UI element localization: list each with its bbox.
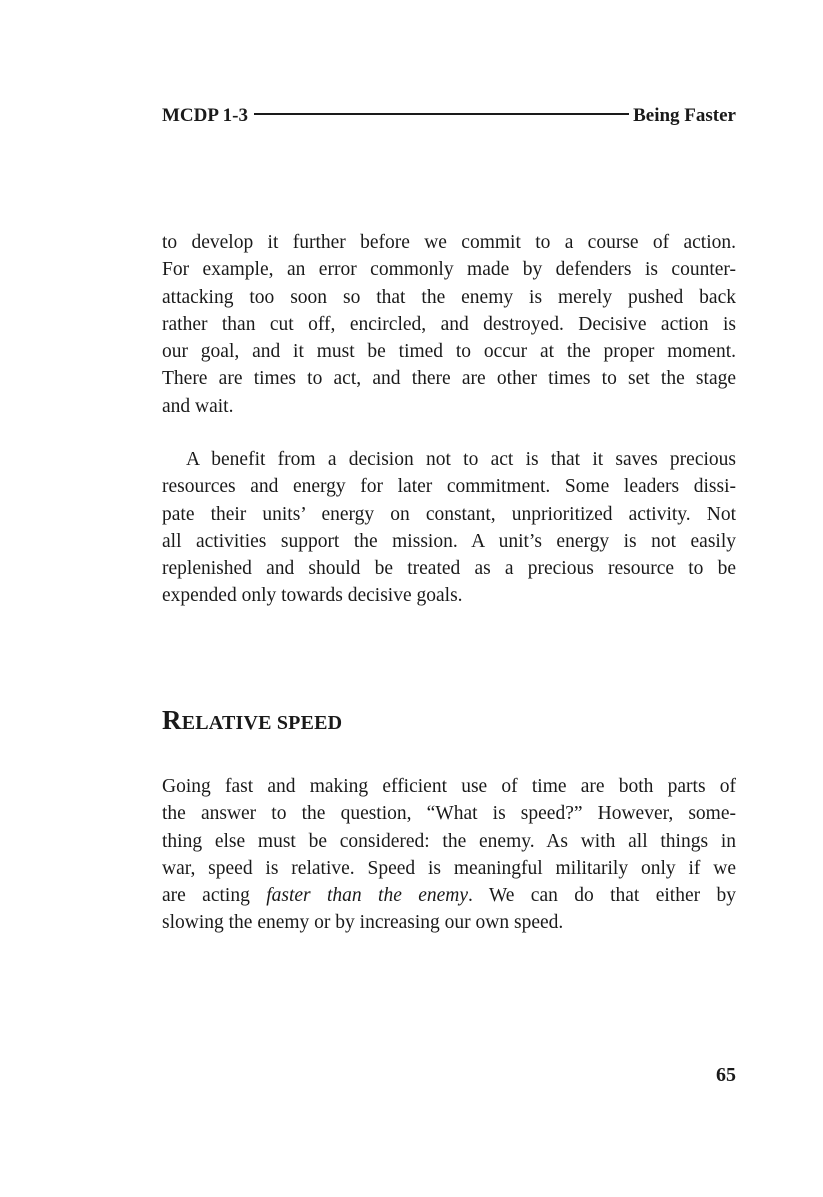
text-line: and wait. [162,395,234,417]
section-heading [162,705,342,736]
text-line: slowing the enemy or by increasing our own speed. [162,912,564,934]
heading-initial: R [162,705,182,735]
text-line: war, speed is relative. Speed is meaningful militarily only if we [162,857,736,879]
heading-rest: ELATIVE SPEED [181,712,343,734]
text-line-with-emphasis [162,882,736,909]
paragraph-relative-speed [162,773,736,937]
paragraph-benefit [162,446,736,610]
text-line: attacking too soon so that the enemy is merely pushed back [162,286,736,308]
text-line: For example, an error commonly made by defenders is counter- [162,259,736,281]
text-line: Going fast and making efficient use of time are both parts of [162,776,736,797]
text-line: our goal, and it must be timed to occur at the proper moment. [162,341,736,363]
text-line: rather than cut off, encircled, and destroyed. Decisive action is [162,313,736,335]
running-header [162,104,736,128]
text-line: A benefit from a decision not to act is that it saves precious [186,449,736,470]
text-run: are acting [162,885,267,907]
header-chapter-title: Being Faster [633,105,736,126]
emphasis-text: faster than the enemy [266,885,469,907]
paragraph-continued [162,229,736,420]
text-line: to develop it further before we commit to a course of action. [162,232,736,253]
text-line: the answer to the question, “What is speed?” However, some- [162,803,736,825]
text-line: There are times to act, and there are other times to set the stage [162,368,736,390]
text-line: expended only towards decisive goals. [162,585,463,607]
text-line: all activities support the mission. A unit’s energy is not easily [162,530,736,552]
header-rule [254,113,629,115]
page-number: 65 [716,1064,736,1086]
text-line: resources and energy for later commitment. Some leaders dissi- [162,476,736,498]
text-line: replenished and should be treated as a precious resource to be [162,558,736,580]
text-run: . We can do that either by [468,885,736,907]
text-line: pate their units’ energy on constant, unprioritized activity. Not [162,503,736,525]
header-series-label: MCDP 1-3 [162,105,249,126]
text-line: thing else must be considered: the enemy. As with all things in [162,830,736,852]
